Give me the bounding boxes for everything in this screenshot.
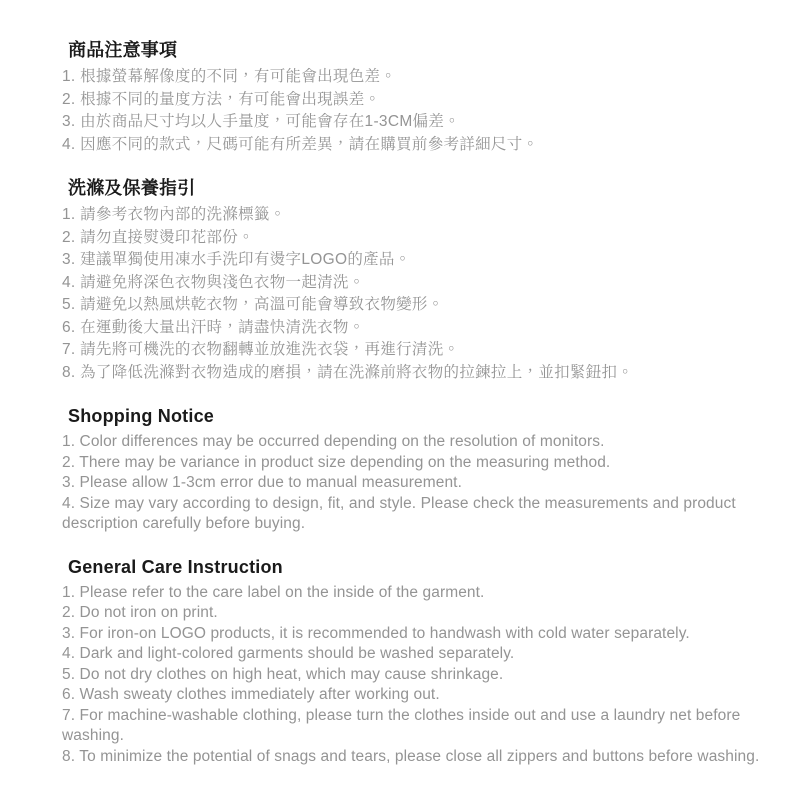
list-item: 8. To minimize the potential of snags and tears, please close all zippers and buttons before washing. [62,747,760,765]
list-item: 6. 在運動後大量出汗時，請盡快清洗衣物。 [62,318,365,336]
list-item: 8. 為了降低洗滌對衣物造成的磨損，請在洗滌前將衣物的拉鍊拉上，並扣緊鈕扣。 [62,363,634,381]
list-item: 1. 請參考衣物內部的洗滌標籤。 [62,206,286,223]
list-item: 3. For iron-on LOGO products, it is recommended to handwash with cold water separately. [62,624,690,642]
list-item: 4. 因應不同的款式，尺碼可能有所差異，請在購買前參考詳細尺寸。 [62,135,539,153]
list-item: 2. Do not iron on print. [62,604,218,621]
list-item: 1. Please refer to the care label on the inside of the garment. [62,583,485,601]
list-item: 4. Dark and light-colored garments should be washed separately. [62,645,515,662]
section-general-care-instruction [62,557,770,768]
washing-care-guide-heading: 洗滌及保養指引 [68,178,196,198]
list-item: 7. 請先將可機洗的衣物翻轉並放進洗衣袋，再進行清洗。 [62,341,460,358]
washing-care-guide-list [62,204,770,384]
list-item: 5. Do not dry clothes on high heat, which may cause shrinkage. [62,665,504,683]
section-shopping-notice [62,406,770,535]
shopping-notice-list [62,432,770,535]
list-item: 2. 請勿直接熨燙印花部份。 [62,228,254,246]
list-item: 1. 根據螢幕解像度的不同，有可能會出現色差。 [62,68,397,85]
general-care-instruction-list [62,583,770,768]
list-item: 4. Size may vary according to design, fit, and style. Please check the measurements and product description carefully before buying. [62,494,736,532]
list-item: 3. 建議單獨使用凍水手洗印有燙字LOGO的產品。 [62,251,411,268]
list-item: 1. Color differences may be occurred depending on the resolution of monitors. [62,433,605,450]
list-item: 3. 由於商品尺寸均以人手量度，可能會存在1-3CM偏差。 [62,113,460,130]
list-item: 6. Wash sweaty clothes immediately after working out. [62,686,440,703]
product-notice-list [62,66,770,156]
product-notice-heading: 商品注意事項 [68,40,178,60]
list-item: 4. 請避免將深色衣物與淺色衣物一起清洗。 [62,273,365,291]
section-washing-care-guide [62,178,770,384]
list-item: 5. 請避免以熱風烘乾衣物，高溫可能會導致衣物變形。 [62,296,444,313]
general-care-instruction-heading: General Care Instruction [68,556,283,577]
section-product-notice [62,40,770,156]
list-item: 3. Please allow 1-3cm error due to manual measurement. [62,474,462,491]
list-item: 2. There may be variance in product size depending on the measuring method. [62,453,611,471]
list-item: 2. 根據不同的量度方法，有可能會出現誤差。 [62,90,381,108]
list-item: 7. For machine-washable clothing, please turn the clothes inside out and use a laundry net before washing. [62,706,741,744]
shopping-notice-heading: Shopping Notice [68,406,214,426]
